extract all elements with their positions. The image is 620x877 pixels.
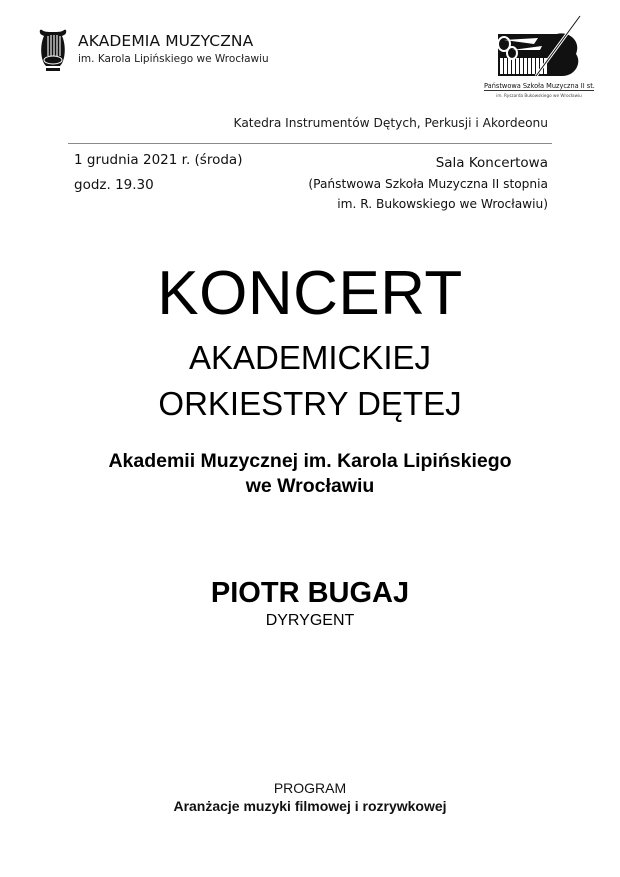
academy-logo (38, 26, 268, 72)
header-divider (68, 143, 552, 144)
music-school-name: Państwowa Szkoła Muzyczna II st. (484, 82, 595, 90)
program-description: Aranżacje muzyki filmowej i rozrywkowej (173, 798, 447, 814)
conductor-role: DYRYGENT (265, 612, 355, 629)
concert-title: KONCERT (157, 259, 463, 328)
music-school-logo (484, 14, 594, 98)
venue-detail-line-1: (Państwowa Szkoła Muzyczna II stopnia (308, 177, 548, 191)
department-name: Katedra Instrumentów Dętych, Perkusji i Akordeonu (233, 116, 548, 130)
academy-name: AKADEMIA MUZYCZNA (78, 32, 254, 50)
event-venue (308, 152, 548, 214)
event-time: godz. 19.30 (74, 177, 154, 193)
ensemble-title-line-2: ORKIESTRY DĘTEJ (158, 385, 462, 422)
event-date: 1 grudnia 2021 r. (środa) (74, 152, 243, 168)
institution-line-1: Akademii Muzycznej im. Karola Lipińskiego (108, 450, 512, 472)
instruments-emblem-icon (490, 14, 586, 80)
academy-subtitle: im. Karola Lipińskiego we Wrocławiu (78, 53, 269, 65)
conductor-name: PIOTR BUGAJ (210, 577, 410, 609)
ensemble-title-line-1: AKADEMICKIEJ (188, 339, 432, 376)
music-school-subtitle: im. Ryszarda Bukowskiego we Wrocławiu (496, 93, 582, 98)
lyre-icon (38, 26, 68, 72)
venue-name: Sala Koncertowa (435, 155, 548, 171)
institution-line-2: we Wrocławiu (245, 475, 375, 497)
venue-detail-line-2: im. R. Bukowskiego we Wrocławiu) (337, 197, 548, 211)
program-label: PROGRAM (273, 780, 347, 796)
